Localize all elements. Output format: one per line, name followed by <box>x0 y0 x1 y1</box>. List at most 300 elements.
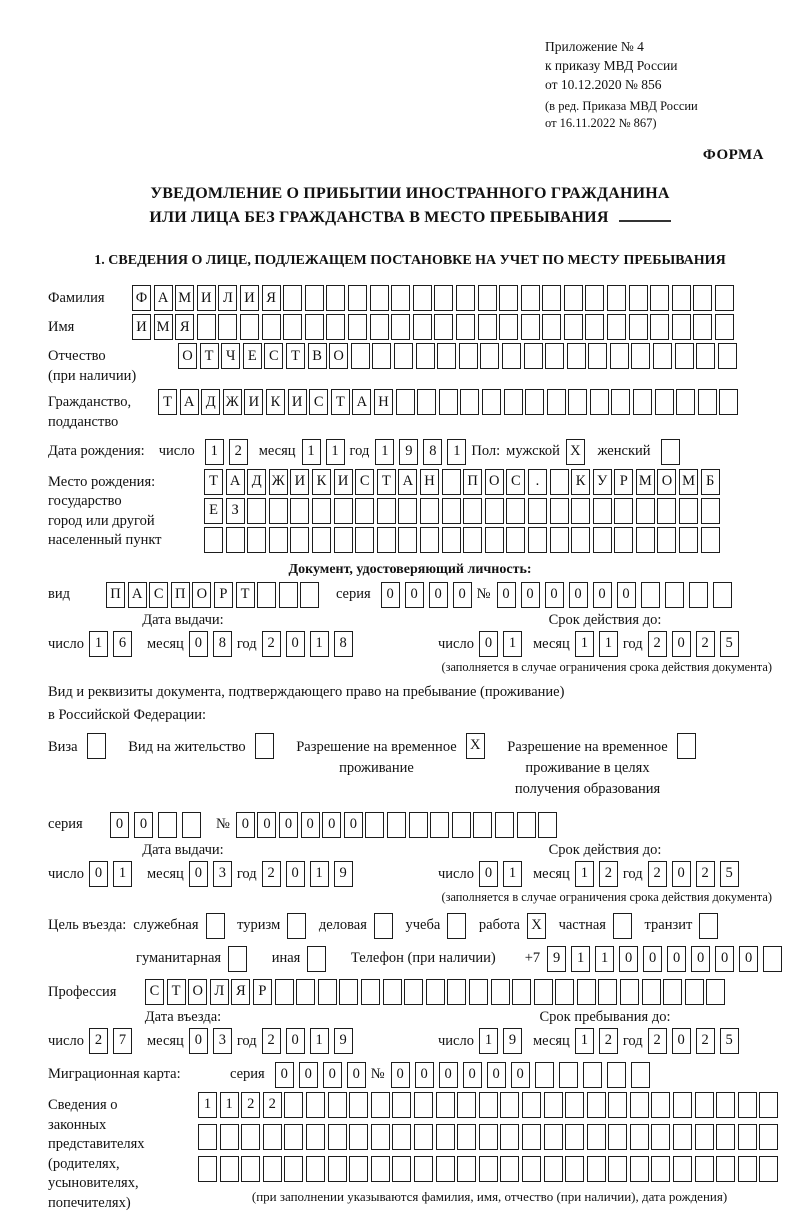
form-cell[interactable]: 2 <box>263 1092 282 1118</box>
form-cell[interactable] <box>738 1092 757 1118</box>
form-cell[interactable] <box>391 314 410 340</box>
form-cell[interactable]: 0 <box>643 946 662 972</box>
form-cell[interactable] <box>460 389 479 415</box>
form-cell[interactable]: 0 <box>189 1028 208 1054</box>
form-cell[interactable]: 1 <box>571 946 590 972</box>
form-cell[interactable] <box>716 1092 735 1118</box>
form-cell[interactable] <box>538 812 557 838</box>
form-cell[interactable] <box>218 314 237 340</box>
form-cell[interactable]: 0 <box>439 1062 458 1088</box>
form-cell[interactable] <box>500 1156 519 1182</box>
form-cell[interactable] <box>550 469 569 495</box>
form-cell[interactable]: 9 <box>334 861 353 887</box>
form-cell[interactable]: 1 <box>599 631 618 657</box>
form-cell[interactable] <box>463 527 482 553</box>
form-cell[interactable] <box>517 812 536 838</box>
form-cell[interactable]: 0 <box>275 1062 294 1088</box>
form-cell[interactable]: X <box>466 733 485 759</box>
form-cell[interactable]: О <box>329 343 348 369</box>
form-cell[interactable]: 2 <box>599 1028 618 1054</box>
form-cell[interactable] <box>377 527 396 553</box>
form-cell[interactable] <box>607 1062 626 1088</box>
form-cell[interactable]: Н <box>420 469 439 495</box>
form-cell[interactable] <box>555 979 574 1005</box>
form-cell[interactable] <box>284 1124 303 1150</box>
form-cell[interactable] <box>631 1062 650 1088</box>
form-cell[interactable] <box>447 979 466 1005</box>
form-cell[interactable]: С <box>355 469 374 495</box>
form-cell[interactable]: В <box>308 343 327 369</box>
form-cell[interactable]: 1 <box>575 861 594 887</box>
form-cell[interactable] <box>263 1156 282 1182</box>
form-cell[interactable] <box>715 314 734 340</box>
form-cell[interactable] <box>269 498 288 524</box>
form-cell[interactable]: 2 <box>262 631 281 657</box>
form-cell[interactable] <box>284 1156 303 1182</box>
form-cell[interactable]: Р <box>614 469 633 495</box>
form-cell[interactable] <box>542 314 561 340</box>
form-cell[interactable]: 0 <box>134 812 153 838</box>
form-cell[interactable] <box>312 498 331 524</box>
form-cell[interactable]: И <box>244 389 263 415</box>
form-cell[interactable] <box>587 1124 606 1150</box>
form-cell[interactable]: Е <box>243 343 262 369</box>
form-cell[interactable]: О <box>657 469 676 495</box>
form-cell[interactable] <box>506 498 525 524</box>
form-cell[interactable] <box>641 582 660 608</box>
form-cell[interactable]: М <box>636 469 655 495</box>
form-cell[interactable]: 7 <box>113 1028 132 1054</box>
form-cell[interactable]: 0 <box>487 1062 506 1088</box>
form-cell[interactable] <box>506 527 525 553</box>
form-cell[interactable] <box>365 812 384 838</box>
form-cell[interactable] <box>442 527 461 553</box>
form-cell[interactable] <box>269 527 288 553</box>
form-cell[interactable] <box>240 314 259 340</box>
form-cell[interactable] <box>629 285 648 311</box>
form-cell[interactable]: Д <box>247 469 266 495</box>
form-cell[interactable] <box>372 343 391 369</box>
form-cell[interactable]: 8 <box>334 631 353 657</box>
form-cell[interactable] <box>500 1092 519 1118</box>
form-cell[interactable]: 0 <box>110 812 129 838</box>
form-cell[interactable] <box>480 343 499 369</box>
form-cell[interactable]: 0 <box>189 861 208 887</box>
form-cell[interactable]: 9 <box>547 946 566 972</box>
form-cell[interactable] <box>457 1092 476 1118</box>
form-cell[interactable]: 0 <box>715 946 734 972</box>
form-cell[interactable] <box>241 1124 260 1150</box>
form-cell[interactable]: Р <box>214 582 233 608</box>
form-cell[interactable] <box>585 314 604 340</box>
form-cell[interactable]: 0 <box>344 812 363 838</box>
form-cell[interactable] <box>655 389 674 415</box>
form-cell[interactable] <box>426 979 445 1005</box>
form-cell[interactable]: Ч <box>221 343 240 369</box>
form-cell[interactable]: 0 <box>405 582 424 608</box>
form-cell[interactable] <box>275 979 294 1005</box>
form-cell[interactable]: 0 <box>545 582 564 608</box>
form-cell[interactable] <box>247 527 266 553</box>
form-cell[interactable] <box>706 979 725 1005</box>
form-cell[interactable] <box>351 343 370 369</box>
form-cell[interactable] <box>349 1156 368 1182</box>
form-cell[interactable]: 1 <box>595 946 614 972</box>
form-cell[interactable]: 1 <box>503 631 522 657</box>
form-cell[interactable]: А <box>154 285 173 311</box>
form-cell[interactable]: 0 <box>511 1062 530 1088</box>
form-cell[interactable] <box>564 285 583 311</box>
form-cell[interactable] <box>416 343 435 369</box>
form-cell[interactable] <box>759 1156 778 1182</box>
form-cell[interactable] <box>629 314 648 340</box>
form-cell[interactable] <box>738 1124 757 1150</box>
form-cell[interactable]: С <box>149 582 168 608</box>
form-cell[interactable]: Т <box>377 469 396 495</box>
form-cell[interactable] <box>482 389 501 415</box>
form-cell[interactable]: 1 <box>447 439 466 465</box>
form-cell[interactable] <box>392 1092 411 1118</box>
form-cell[interactable] <box>348 285 367 311</box>
form-cell[interactable]: 0 <box>236 812 255 838</box>
form-cell[interactable] <box>326 314 345 340</box>
form-cell[interactable] <box>607 314 626 340</box>
form-cell[interactable] <box>290 498 309 524</box>
form-cell[interactable] <box>307 946 326 972</box>
form-cell[interactable] <box>457 1124 476 1150</box>
form-cell[interactable] <box>442 498 461 524</box>
form-cell[interactable]: О <box>188 979 207 1005</box>
form-cell[interactable] <box>642 979 661 1005</box>
form-cell[interactable] <box>499 314 518 340</box>
form-cell[interactable] <box>87 733 106 759</box>
form-cell[interactable] <box>657 498 676 524</box>
form-cell[interactable] <box>633 389 652 415</box>
form-cell[interactable] <box>398 527 417 553</box>
form-cell[interactable] <box>479 1156 498 1182</box>
form-cell[interactable] <box>447 913 466 939</box>
form-cell[interactable]: И <box>132 314 151 340</box>
form-cell[interactable] <box>657 527 676 553</box>
form-cell[interactable] <box>695 1156 714 1182</box>
form-cell[interactable] <box>677 733 696 759</box>
form-cell[interactable]: 0 <box>257 812 276 838</box>
form-cell[interactable]: 0 <box>89 861 108 887</box>
form-cell[interactable] <box>318 979 337 1005</box>
form-cell[interactable] <box>719 389 738 415</box>
form-cell[interactable]: З <box>226 498 245 524</box>
form-cell[interactable] <box>430 812 449 838</box>
form-cell[interactable]: П <box>463 469 482 495</box>
form-cell[interactable] <box>300 582 319 608</box>
form-cell[interactable] <box>371 1092 390 1118</box>
form-cell[interactable]: 0 <box>497 582 516 608</box>
form-cell[interactable]: 2 <box>648 631 667 657</box>
form-cell[interactable] <box>588 343 607 369</box>
form-cell[interactable]: 1 <box>89 631 108 657</box>
form-cell[interactable] <box>226 527 245 553</box>
form-cell[interactable] <box>701 527 720 553</box>
form-cell[interactable] <box>394 343 413 369</box>
form-cell[interactable] <box>328 1156 347 1182</box>
form-cell[interactable]: Р <box>253 979 272 1005</box>
form-cell[interactable]: 1 <box>220 1092 239 1118</box>
form-cell[interactable] <box>434 285 453 311</box>
form-cell[interactable] <box>312 527 331 553</box>
form-cell[interactable] <box>473 812 492 838</box>
form-cell[interactable] <box>512 979 531 1005</box>
form-cell[interactable] <box>544 1156 563 1182</box>
form-cell[interactable] <box>355 498 374 524</box>
form-cell[interactable]: К <box>571 469 590 495</box>
form-cell[interactable] <box>715 285 734 311</box>
form-cell[interactable]: Я <box>231 979 250 1005</box>
form-cell[interactable] <box>478 314 497 340</box>
form-cell[interactable]: Т <box>331 389 350 415</box>
form-cell[interactable]: 5 <box>720 861 739 887</box>
form-cell[interactable] <box>334 527 353 553</box>
form-cell[interactable] <box>404 979 423 1005</box>
form-cell[interactable]: М <box>679 469 698 495</box>
form-cell[interactable] <box>158 812 177 838</box>
form-cell[interactable] <box>398 498 417 524</box>
form-cell[interactable] <box>567 343 586 369</box>
form-cell[interactable] <box>485 527 504 553</box>
form-cell[interactable] <box>257 582 276 608</box>
form-cell[interactable]: . <box>528 469 547 495</box>
form-cell[interactable] <box>653 343 672 369</box>
form-cell[interactable]: 0 <box>463 1062 482 1088</box>
form-cell[interactable] <box>305 285 324 311</box>
form-cell[interactable]: О <box>178 343 197 369</box>
form-cell[interactable] <box>383 979 402 1005</box>
form-cell[interactable]: 5 <box>720 631 739 657</box>
form-cell[interactable]: С <box>264 343 283 369</box>
form-cell[interactable] <box>326 285 345 311</box>
form-cell[interactable] <box>198 1124 217 1150</box>
form-cell[interactable] <box>679 527 698 553</box>
form-cell[interactable] <box>673 1156 692 1182</box>
form-cell[interactable]: 0 <box>479 861 498 887</box>
form-cell[interactable]: 1 <box>326 439 345 465</box>
form-cell[interactable] <box>673 1092 692 1118</box>
form-cell[interactable] <box>608 1092 627 1118</box>
form-cell[interactable]: С <box>309 389 328 415</box>
form-cell[interactable] <box>521 314 540 340</box>
form-cell[interactable] <box>610 343 629 369</box>
form-cell[interactable] <box>420 498 439 524</box>
form-cell[interactable] <box>614 498 633 524</box>
form-cell[interactable] <box>439 389 458 415</box>
form-cell[interactable] <box>206 913 225 939</box>
form-cell[interactable] <box>598 979 617 1005</box>
form-cell[interactable] <box>676 389 695 415</box>
form-cell[interactable] <box>349 1124 368 1150</box>
form-cell[interactable]: 8 <box>423 439 442 465</box>
form-cell[interactable] <box>417 389 436 415</box>
form-cell[interactable] <box>583 1062 602 1088</box>
form-cell[interactable]: 2 <box>262 1028 281 1054</box>
form-cell[interactable]: И <box>197 285 216 311</box>
form-cell[interactable] <box>370 285 389 311</box>
form-cell[interactable] <box>396 389 415 415</box>
form-cell[interactable] <box>456 285 475 311</box>
form-cell[interactable] <box>542 285 561 311</box>
form-cell[interactable]: 2 <box>262 861 281 887</box>
form-cell[interactable] <box>182 812 201 838</box>
form-cell[interactable] <box>585 285 604 311</box>
form-cell[interactable] <box>328 1092 347 1118</box>
form-cell[interactable] <box>495 812 514 838</box>
form-cell[interactable] <box>564 314 583 340</box>
form-cell[interactable] <box>607 285 626 311</box>
form-cell[interactable] <box>693 314 712 340</box>
form-cell[interactable] <box>504 389 523 415</box>
form-cell[interactable]: М <box>154 314 173 340</box>
form-cell[interactable] <box>521 285 540 311</box>
form-cell[interactable] <box>620 979 639 1005</box>
form-cell[interactable]: 1 <box>302 439 321 465</box>
form-cell[interactable]: 0 <box>739 946 758 972</box>
form-cell[interactable]: 0 <box>299 1062 318 1088</box>
form-cell[interactable] <box>348 314 367 340</box>
form-cell[interactable] <box>528 527 547 553</box>
form-cell[interactable]: Ж <box>223 389 242 415</box>
form-cell[interactable]: 0 <box>415 1062 434 1088</box>
form-cell[interactable] <box>371 1156 390 1182</box>
form-cell[interactable] <box>500 1124 519 1150</box>
form-cell[interactable] <box>262 314 281 340</box>
form-cell[interactable] <box>679 498 698 524</box>
form-cell[interactable]: О <box>192 582 211 608</box>
form-cell[interactable]: А <box>226 469 245 495</box>
form-cell[interactable] <box>716 1124 735 1150</box>
form-cell[interactable] <box>414 1124 433 1150</box>
form-cell[interactable] <box>502 343 521 369</box>
form-cell[interactable]: 5 <box>720 1028 739 1054</box>
form-cell[interactable] <box>387 812 406 838</box>
form-cell[interactable] <box>544 1124 563 1150</box>
form-cell[interactable] <box>544 1092 563 1118</box>
form-cell[interactable] <box>650 285 669 311</box>
form-cell[interactable]: 0 <box>323 1062 342 1088</box>
form-cell[interactable] <box>377 498 396 524</box>
form-cell[interactable] <box>701 498 720 524</box>
form-cell[interactable]: 0 <box>279 812 298 838</box>
form-cell[interactable] <box>463 498 482 524</box>
form-cell[interactable] <box>636 527 655 553</box>
form-cell[interactable] <box>550 527 569 553</box>
form-cell[interactable]: 0 <box>381 582 400 608</box>
form-cell[interactable] <box>565 1156 584 1182</box>
form-cell[interactable] <box>631 343 650 369</box>
form-cell[interactable]: 1 <box>310 631 329 657</box>
form-cell[interactable] <box>550 498 569 524</box>
form-cell[interactable] <box>693 285 712 311</box>
form-cell[interactable] <box>371 1124 390 1150</box>
form-cell[interactable] <box>283 314 302 340</box>
form-cell[interactable] <box>630 1156 649 1182</box>
form-cell[interactable] <box>738 1156 757 1182</box>
form-cell[interactable]: 0 <box>453 582 472 608</box>
form-cell[interactable]: Т <box>200 343 219 369</box>
form-cell[interactable] <box>392 1156 411 1182</box>
form-cell[interactable]: Я <box>175 314 194 340</box>
form-cell[interactable]: 0 <box>617 582 636 608</box>
form-cell[interactable] <box>436 1124 455 1150</box>
form-cell[interactable] <box>611 389 630 415</box>
form-cell[interactable] <box>436 1156 455 1182</box>
form-cell[interactable]: К <box>266 389 285 415</box>
form-cell[interactable]: 2 <box>89 1028 108 1054</box>
form-cell[interactable]: А <box>352 389 371 415</box>
form-cell[interactable] <box>713 582 732 608</box>
form-cell[interactable]: С <box>506 469 525 495</box>
form-cell[interactable] <box>420 527 439 553</box>
form-cell[interactable]: 0 <box>286 1028 305 1054</box>
form-cell[interactable]: 1 <box>575 1028 594 1054</box>
form-cell[interactable] <box>370 314 389 340</box>
form-cell[interactable] <box>522 1092 541 1118</box>
form-cell[interactable]: 0 <box>667 946 686 972</box>
form-cell[interactable]: X <box>566 439 585 465</box>
form-cell[interactable] <box>661 439 680 465</box>
form-cell[interactable] <box>547 389 566 415</box>
form-cell[interactable]: 9 <box>334 1028 353 1054</box>
form-cell[interactable] <box>525 389 544 415</box>
form-cell[interactable] <box>198 1156 217 1182</box>
form-cell[interactable]: 1 <box>310 1028 329 1054</box>
form-cell[interactable] <box>565 1092 584 1118</box>
form-cell[interactable] <box>339 979 358 1005</box>
form-cell[interactable]: Я <box>262 285 281 311</box>
form-cell[interactable]: 0 <box>521 582 540 608</box>
form-cell[interactable] <box>361 979 380 1005</box>
form-cell[interactable] <box>355 527 374 553</box>
form-cell[interactable] <box>528 498 547 524</box>
form-cell[interactable]: М <box>175 285 194 311</box>
form-cell[interactable]: Ж <box>269 469 288 495</box>
form-cell[interactable]: 0 <box>391 1062 410 1088</box>
form-cell[interactable]: 1 <box>205 439 224 465</box>
form-cell[interactable] <box>436 1092 455 1118</box>
form-cell[interactable] <box>491 979 510 1005</box>
form-cell[interactable] <box>220 1156 239 1182</box>
form-cell[interactable]: 3 <box>213 861 232 887</box>
form-cell[interactable] <box>608 1156 627 1182</box>
form-cell[interactable] <box>608 1124 627 1150</box>
form-cell[interactable] <box>485 498 504 524</box>
form-cell[interactable] <box>587 1092 606 1118</box>
form-cell[interactable] <box>545 343 564 369</box>
form-cell[interactable]: Л <box>218 285 237 311</box>
form-cell[interactable] <box>479 1124 498 1150</box>
form-cell[interactable] <box>663 979 682 1005</box>
form-cell[interactable]: Т <box>204 469 223 495</box>
form-cell[interactable]: 0 <box>286 861 305 887</box>
form-cell[interactable] <box>630 1124 649 1150</box>
form-cell[interactable] <box>328 1124 347 1150</box>
form-cell[interactable] <box>650 314 669 340</box>
form-cell[interactable] <box>306 1124 325 1150</box>
form-cell[interactable]: 2 <box>599 861 618 887</box>
form-cell[interactable] <box>587 1156 606 1182</box>
form-cell[interactable]: П <box>106 582 125 608</box>
form-cell[interactable] <box>651 1124 670 1150</box>
form-cell[interactable]: 2 <box>648 861 667 887</box>
form-cell[interactable] <box>305 314 324 340</box>
form-cell[interactable] <box>479 1092 498 1118</box>
